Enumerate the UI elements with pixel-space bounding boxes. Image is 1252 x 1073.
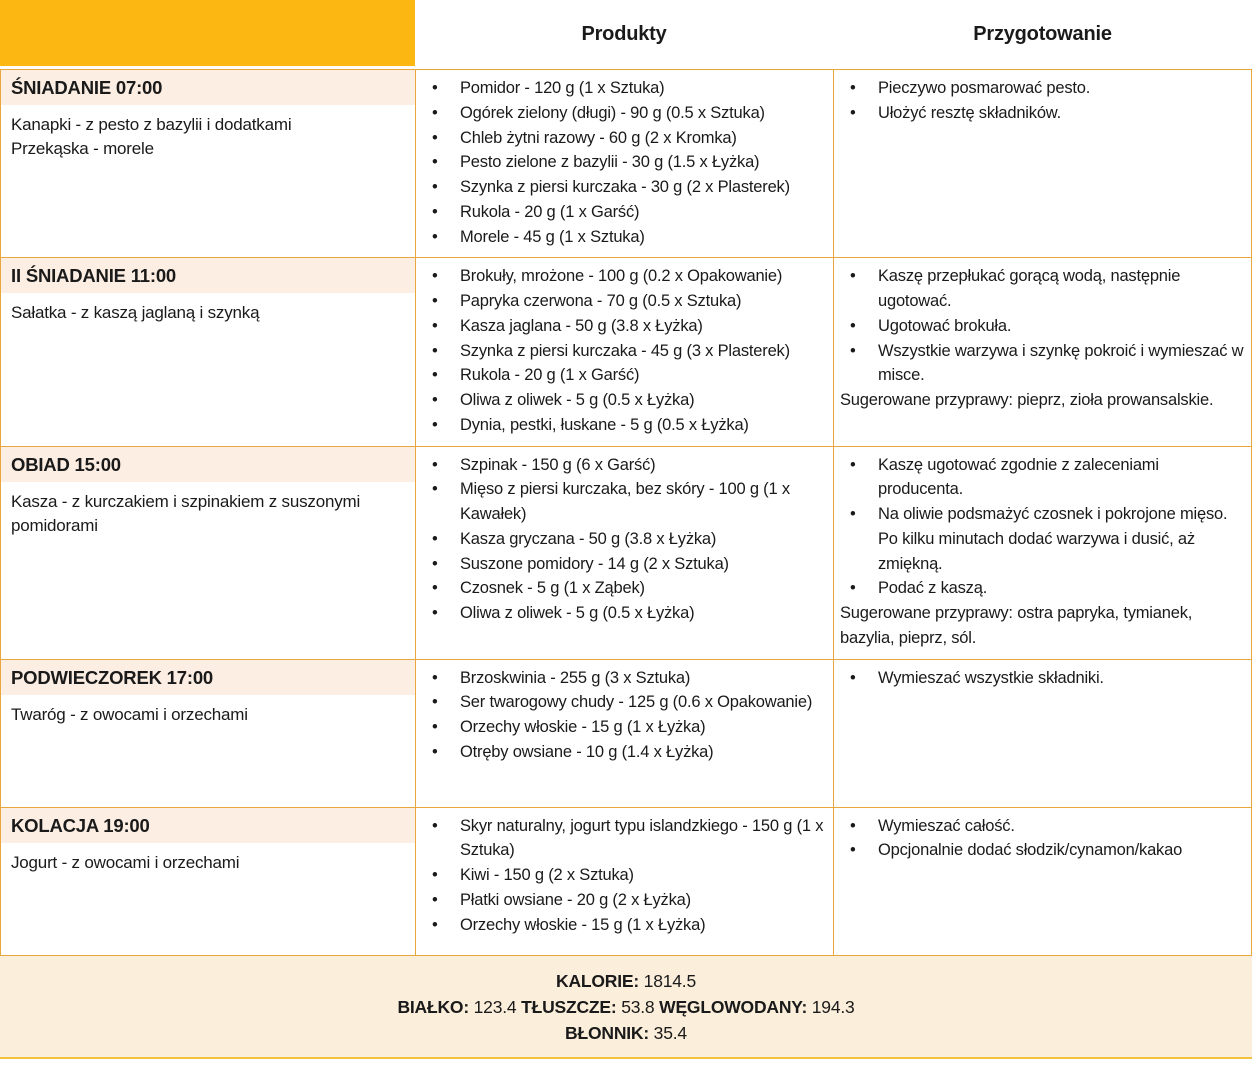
product-item: • Dynia, pestki, łuskane - 5 g (0.5 x Łyżka) [416,413,827,438]
column-header-products: Produkty [581,23,667,45]
products-cell [416,660,834,807]
meal-description [1,105,415,161]
meal-description-line: Kanapki - z pesto z bazylii i dodatkami [11,115,292,134]
summary-macros-line [0,994,1252,1020]
product-item: • Czosnek - 5 g (1 x Ząbek) [416,576,827,601]
preparation-step: • Ugotować brokuła. [834,314,1245,339]
carbs-value: 194.3 [811,996,855,1017]
preparation-list [834,666,1245,691]
meal-description [1,695,415,727]
product-item: • Chleb żytni razowy - 60 g (2 x Kromka) [416,126,827,151]
meal-row [0,660,1252,808]
products-list [416,453,827,626]
preparation-cell [834,447,1252,659]
bottom-spacer [0,1059,1252,1073]
product-item: • Ogórek zielony (długi) - 90 g (0.5 x Sztuka) [416,101,827,126]
preparation-step: • Na oliwie podsmażyć czosnek i pokrojone mięso. Po kilku minutach dodać warzywa i dusić, aż zmiękną. [834,502,1245,576]
product-item: • Kasza jaglana - 50 g (3.8 x Łyżka) [416,314,827,339]
products-cell [416,70,834,257]
product-item: • Morele - 45 g (1 x Sztuka) [416,225,827,250]
fiber-label: BŁONNIK: [565,1023,649,1043]
meal-info-cell [1,808,416,955]
product-item: • Pesto zielone z bazylii - 30 g (1.5 x Łyżka) [416,150,827,175]
meal-rows-container [0,70,1252,956]
preparation-cell [834,70,1252,257]
product-item: • Suszone pomidory - 14 g (2 x Sztuka) [416,552,827,577]
summary-calories-line [0,968,1252,994]
calories-label: KALORIE: [556,970,639,991]
preparation-cell [834,660,1252,807]
meal-title: II ŚNIADANIE 11:00 [1,258,415,293]
meal-description-line: Twaróg - z owocami i orzechami [11,704,248,724]
meal-description [1,293,415,325]
fat-label: TŁUSZCZE: [521,996,617,1017]
preparation-step: • Pieczywo posmarować pesto. [834,76,1245,101]
preparation-list [834,453,1245,602]
preparation-step: • Kaszę ugotować zgodnie z zaleceniami producenta. [834,453,1245,503]
meal-row [0,70,1252,258]
protein-value: 123.4 [473,996,517,1017]
meal-description [1,482,415,538]
column-header-preparation: Przygotowanie [973,23,1112,45]
meal-info-cell [1,70,416,257]
meal-title: KOLACJA 19:00 [1,808,415,843]
meal-title: ŚNIADANIE 07:00 [1,70,415,105]
product-item: • Orzechy włoskie - 15 g (1 x Łyżka) [416,913,827,938]
product-item: • Szynka z piersi kurczaka - 45 g (3 x Plasterek) [416,339,827,364]
products-list [416,76,827,249]
meal-title: OBIAD 15:00 [1,447,415,482]
product-item: • Brokuły, mrożone - 100 g (0.2 x Opakowanie) [416,264,827,289]
preparation-step: • Opcjonalnie dodać słodzik/cynamon/kakao [834,838,1245,863]
preparation-step: • Wszystkie warzywa i szynkę pokroić i wymieszać w misce. [834,339,1245,389]
meal-description-line: Sałatka - z kaszą jaglaną i szynką [11,303,260,323]
meal-description-line: Przekąska - morele [11,139,154,159]
products-list [416,814,827,938]
products-list [416,264,827,437]
calories-value: 1814.5 [643,970,696,991]
preparation-list [834,814,1245,864]
product-item: • Otręby owsiane - 10 g (1.4 x Łyżka) [416,740,827,765]
preparation-cell [834,258,1252,445]
preparation-step: • Ułożyć resztę składników. [834,101,1245,126]
meal-description [1,843,415,875]
meal-info-cell [1,660,416,807]
product-item: • Rukola - 20 g (1 x Garść) [416,200,827,225]
preparation-step: • Podać z kaszą. [834,576,1245,601]
carbs-label: WĘGLOWODANY: [659,996,808,1017]
product-item: • Orzechy włoskie - 15 g (1 x Łyżka) [416,715,827,740]
meal-description-line: Jogurt - z owocami i orzechami [11,852,240,872]
meal-description-line: Kasza - z kurczakiem i szpinakiem z suszonymi pomidorami [11,491,361,535]
preparation-step: • Wymieszać całość. [834,814,1245,839]
meal-row [0,258,1252,446]
product-item: • Kiwi - 150 g (2 x Sztuka) [416,863,827,888]
meal-row [0,808,1252,956]
meal-title: PODWIECZOREK 17:00 [1,660,415,695]
product-item: • Szynka z piersi kurczaka - 30 g (2 x Plasterek) [416,175,827,200]
preparation-step: • Wymieszać wszystkie składniki. [834,666,1245,691]
product-item: • Mięso z piersi kurczaka, bez skóry - 100 g (1 x Kawałek) [416,477,827,527]
summary-fiber-line [0,1020,1252,1046]
protein-label: BIAŁKO: [397,996,469,1017]
fat-value: 53.8 [621,996,655,1017]
product-item: • Oliwa z oliwek - 5 g (0.5 x Łyżka) [416,388,827,413]
products-list [416,666,827,765]
preparation-note: Sugerowane przyprawy: ostra papryka, tymianek, bazylia, pieprz, sól. [840,604,1193,647]
preparation-step: • Kaszę przepłukać gorącą wodą, następnie ugotować. [834,264,1245,314]
product-item: • Ser twarogowy chudy - 125 g (0.6 x Opakowanie) [416,690,827,715]
product-item: • Płatki owsiane - 20 g (2 x Łyżka) [416,888,827,913]
nutrition-summary [0,956,1252,1060]
products-cell [416,258,834,445]
products-cell [416,447,834,659]
meal-row [0,447,1252,660]
product-item: • Oliwa z oliwek - 5 g (0.5 x Łyżka) [416,601,827,626]
brand-color-block [0,0,415,66]
product-item: • Szpinak - 150 g (6 x Garść) [416,453,827,478]
product-item: • Skyr naturalny, jogurt typu islandzkiego - 150 g (1 x Sztuka) [416,814,827,864]
preparation-note: Sugerowane przyprawy: pieprz, zioła prowansalskie. [840,391,1214,409]
table-header-row [0,0,1252,70]
preparation-list [834,264,1245,388]
preparation-cell [834,808,1252,955]
product-item: • Pomidor - 120 g (1 x Sztuka) [416,76,827,101]
meal-info-cell [1,447,416,659]
product-item: • Papryka czerwona - 70 g (0.5 x Sztuka) [416,289,827,314]
product-item: • Kasza gryczana - 50 g (3.8 x Łyżka) [416,527,827,552]
meal-info-cell [1,258,416,445]
product-item: • Brzoskwinia - 255 g (3 x Sztuka) [416,666,827,691]
product-item: • Rukola - 20 g (1 x Garść) [416,363,827,388]
fiber-value: 35.4 [653,1023,687,1043]
products-cell [416,808,834,955]
preparation-list [834,76,1245,126]
